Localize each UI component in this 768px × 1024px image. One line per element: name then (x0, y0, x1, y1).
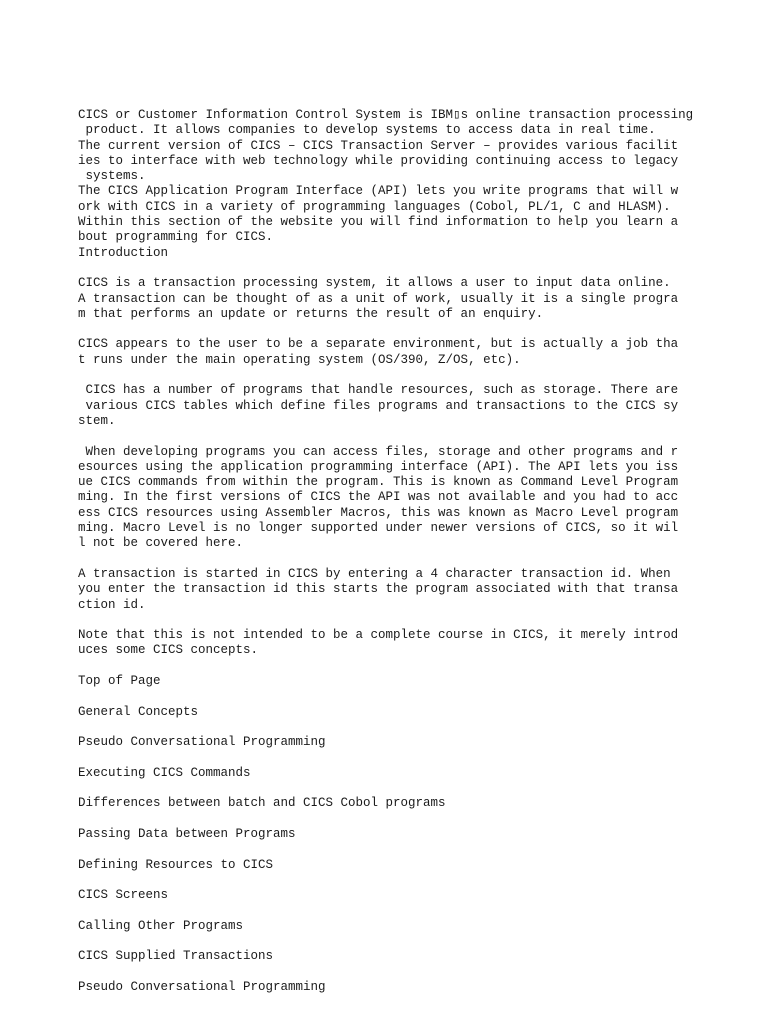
document-page (78, 108, 758, 1011)
paragraph-line: uces some CICS concepts. (78, 643, 259, 658)
link-general-concepts[interactable]: General Concepts (78, 704, 199, 719)
paragraph-line: When developing programs you can access files, storage and other programs and r (78, 444, 679, 459)
paragraph-line: ction id. (78, 597, 146, 612)
paragraph-line: CICS is a transaction processing system, it allows a user to input data online. (78, 276, 671, 291)
paragraph-line: ue CICS commands from within the program. This is known as Command Level Program (78, 475, 679, 490)
link-executing-cics-commands[interactable]: Executing CICS Commands (78, 765, 251, 780)
link-defining-resources[interactable]: Defining Resources to CICS (78, 857, 274, 872)
intro-line: product. It allows companies to develop systems to access data in real time. (78, 123, 656, 138)
intro-line: Within this section of the website you will find information to help you learn a (78, 215, 679, 230)
section-heading-introduction: Introduction (78, 245, 169, 260)
intro-line: CICS or Customer Information Control System is IBM▯s online transaction processing (78, 108, 694, 122)
intro-line: ies to interface with web technology while providing continuing access to legacy (78, 153, 679, 168)
intro-line: The current version of CICS – CICS Transaction Server – provides various facilit (78, 138, 679, 153)
intro-block (78, 108, 758, 261)
link-calling-other-programs[interactable]: Calling Other Programs (78, 918, 244, 933)
paragraph-resources (78, 383, 758, 429)
paragraph-line: ming. Macro Level is no longer supported under newer versions of CICS, so it wil (78, 521, 679, 536)
section-links (78, 674, 758, 995)
paragraph-line: t runs under the main operating system (OS/390, Z/OS, etc). (78, 352, 521, 367)
paragraph-line: stem. (78, 413, 116, 428)
intro-line: systems. (78, 169, 146, 184)
link-cics-supplied-transactions[interactable]: CICS Supplied Transactions (78, 949, 274, 964)
link-passing-data[interactable]: Passing Data between Programs (78, 826, 296, 841)
paragraph-api (78, 445, 758, 552)
paragraph-line: various CICS tables which define files programs and transactions to the CICS sy (78, 398, 679, 413)
paragraph-line: you enter the transaction id this starts the program associated with that transa (78, 582, 679, 597)
paragraph-line: Note that this is not intended to be a complete course in CICS, it merely introd (78, 628, 679, 643)
paragraph-line: CICS has a number of programs that handle resources, such as storage. There are (78, 383, 679, 398)
paragraph-line: A transaction is started in CICS by entering a 4 character transaction id. When (78, 566, 671, 581)
paragraph-note (78, 628, 758, 659)
link-top-of-page[interactable]: Top of Page (78, 673, 161, 688)
paragraph-line: ming. In the first versions of CICS the API was not available and you had to acc (78, 490, 679, 505)
paragraph-transaction-id (78, 567, 758, 613)
link-pseudo-conversational-programming[interactable]: Pseudo Conversational Programming (78, 735, 326, 750)
paragraph-line: esources using the application programming interface (API). The API lets you iss (78, 459, 679, 474)
paragraph-line: m that performs an update or returns the result of an enquiry. (78, 306, 544, 321)
intro-line: ork with CICS in a variety of programming languages (Cobol, PL/1, C and HLASM). (78, 199, 671, 214)
paragraph-transaction-processing (78, 276, 758, 322)
paragraph-line: CICS appears to the user to be a separate environment, but is actually a job tha (78, 337, 679, 352)
intro-line: bout programming for CICS. (78, 230, 274, 245)
paragraph-line: ess CICS resources using Assembler Macros, this was known as Macro Level program (78, 505, 679, 520)
link-pseudo-conversational-programming-2[interactable]: Pseudo Conversational Programming (78, 979, 326, 994)
paragraph-separate-environment (78, 337, 758, 368)
paragraph-line: l not be covered here. (78, 536, 244, 551)
intro-line: The CICS Application Program Interface (API) lets you write programs that will w (78, 184, 679, 199)
link-differences-batch-cics[interactable]: Differences between batch and CICS Cobol programs (78, 796, 446, 811)
link-cics-screens[interactable]: CICS Screens (78, 888, 169, 903)
paragraph-line: A transaction can be thought of as a unit of work, usually it is a single progra (78, 291, 679, 306)
